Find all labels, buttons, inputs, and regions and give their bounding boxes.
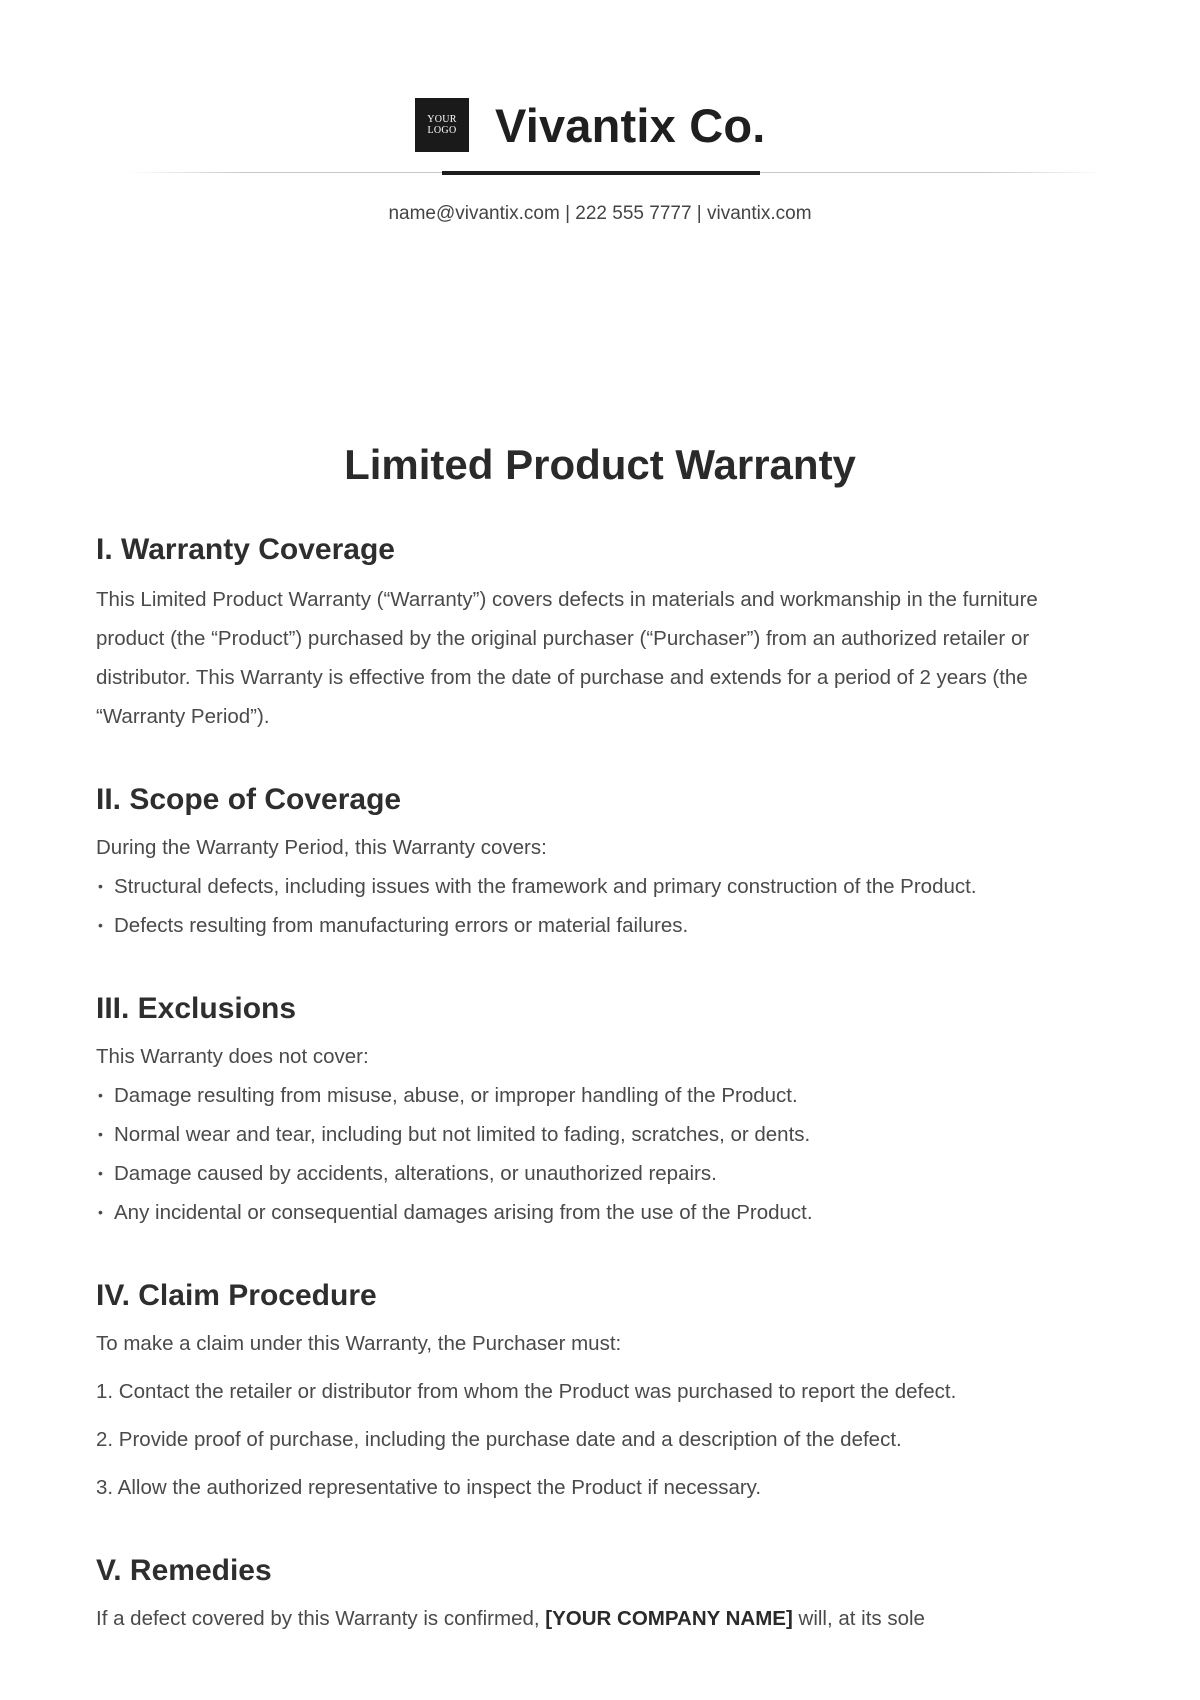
logo-placeholder xyxy=(415,98,469,152)
logo-text-line1: YOUR xyxy=(427,114,457,125)
document-title: Limited Product Warranty xyxy=(344,441,856,488)
section-paragraph: This Limited Product Warranty (“Warranty”) covers defects in materials and workmanship in the furniture product (the “Product”) purchased by the original purchaser (“Purchaser”) from an authorized retailer or distributor. This Warranty is effective from the date of purchase and extends for a period of 2 years (the “Warranty Period”). xyxy=(96,588,1038,728)
section-scope-of-coverage xyxy=(96,780,1106,945)
section-claim-procedure xyxy=(96,1276,1106,1507)
section-intro: To make a claim under this Warranty, the Purchaser must: xyxy=(96,1332,622,1355)
logo-text-line2: LOGO xyxy=(427,125,457,136)
section-heading: III. Exclusions xyxy=(96,992,297,1025)
section-remedies xyxy=(96,1551,1106,1638)
paragraph-text: will, at its sole xyxy=(792,1607,925,1630)
brand xyxy=(415,97,766,153)
section-warranty-coverage xyxy=(96,530,1106,736)
section-intro: During the Warranty Period, this Warranty covers: xyxy=(96,836,547,859)
section-exclusions xyxy=(96,989,1106,1232)
list-item: • Damage caused by accidents, alterations, or unauthorized repairs. xyxy=(96,1154,1106,1193)
section-intro: This Warranty does not cover: xyxy=(96,1045,369,1068)
list-item: • Structural defects, including issues with the framework and primary construction of the Product. xyxy=(96,867,1106,906)
list-item: 1. Contact the retailer or distributor from whom the Product was purchased to report the defect. xyxy=(96,1380,957,1403)
document-body xyxy=(96,530,1106,1638)
section-heading: I. Warranty Coverage xyxy=(96,533,395,566)
paragraph-text: If a defect covered by this Warranty is confirmed, xyxy=(96,1607,546,1630)
bullet-list xyxy=(96,1076,1106,1232)
contact-line: name@vivantix.com | 222 555 7777 | vivantix.com xyxy=(388,203,812,224)
list-item: • Damage resulting from misuse, abuse, or improper handling of the Product. xyxy=(96,1076,1106,1115)
company-name-placeholder: [YOUR COMPANY NAME] xyxy=(545,1607,793,1630)
section-heading: II. Scope of Coverage xyxy=(96,783,402,816)
letterhead xyxy=(0,97,1200,153)
list-item: • Normal wear and tear, including but not limited to fading, scratches, or dents. xyxy=(96,1115,1106,1154)
bullet-list xyxy=(96,867,1106,945)
list-item: • Defects resulting from manufacturing errors or material failures. xyxy=(96,906,1106,945)
numbered-list xyxy=(96,1372,1106,1507)
section-paragraph xyxy=(96,1599,1106,1638)
company-name: Vivantix Co. xyxy=(495,98,766,152)
list-item: • Any incidental or consequential damages arising from the use of the Product. xyxy=(96,1193,1106,1232)
header-divider-accent xyxy=(442,171,760,175)
list-item: 2. Provide proof of purchase, including the purchase date and a description of the defect. xyxy=(96,1428,902,1451)
section-heading: IV. Claim Procedure xyxy=(96,1279,377,1312)
section-heading: V. Remedies xyxy=(96,1554,272,1587)
list-item: 3. Allow the authorized representative to inspect the Product if necessary. xyxy=(96,1476,762,1499)
